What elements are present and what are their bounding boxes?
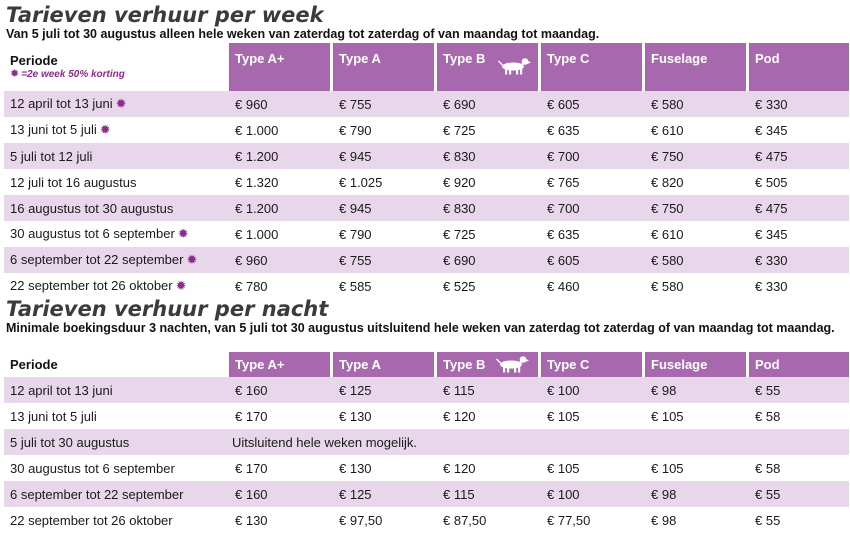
price-cell: € 790 <box>339 226 372 242</box>
price-cell: € 1.000 <box>235 122 279 138</box>
price-cell: € 700 <box>538 195 642 221</box>
price-cell: € 830 <box>434 143 538 169</box>
price-cell: € 125 <box>330 481 434 507</box>
price-cell: € 830 <box>434 195 538 221</box>
price-cell: € 98 <box>642 481 746 507</box>
night-title: Tarieven verhuur per nacht <box>6 297 329 321</box>
week-rates-table <box>4 43 849 299</box>
price-cell: € 58 <box>755 460 781 476</box>
periode-label: Periode <box>10 53 58 68</box>
period-text: 12 juli tot 16 augustus <box>10 174 137 190</box>
price-cell: € 345 <box>755 226 788 242</box>
price-cell: € 87,50 <box>443 512 487 528</box>
period-text: 30 augustus tot 6 september <box>10 460 175 476</box>
price-cell: € 750 <box>642 143 746 169</box>
night-header-pod: Pod <box>746 352 849 377</box>
price-cell: € 77,50 <box>547 512 591 528</box>
week-header-pod: Pod <box>746 43 849 91</box>
table-row <box>4 91 849 117</box>
price-cell: € 170 <box>235 460 268 476</box>
price-cell: € 945 <box>330 195 434 221</box>
night-header-type-a-plus: Type A+ <box>226 352 330 377</box>
price-cell: € 125 <box>330 377 434 403</box>
price-cell: € 100 <box>538 377 642 403</box>
week-header-type-a-plus: Type A+ <box>226 43 330 91</box>
price-cell: € 58 <box>755 408 781 424</box>
night-header-fuselage: Fuselage <box>642 352 746 377</box>
period-text: 13 juni tot 5 juli <box>10 408 97 424</box>
price-cell: € 960 <box>226 91 330 117</box>
table-row <box>4 273 849 299</box>
price-cell: € 115 <box>434 377 538 403</box>
night-rates-table <box>4 352 849 533</box>
table-row <box>4 429 849 455</box>
period-text: 6 september tot 22 september <box>10 252 184 267</box>
price-cell: € 160 <box>226 377 330 403</box>
price-cell: € 160 <box>226 481 330 507</box>
table-row <box>4 247 849 273</box>
price-cell: € 1.025 <box>339 174 383 190</box>
price-cell: € 105 <box>651 460 684 476</box>
price-cell: € 330 <box>746 91 849 117</box>
table-row <box>4 481 849 507</box>
price-cell: € 1.200 <box>226 195 330 221</box>
price-cell: € 580 <box>642 247 746 273</box>
period-cell <box>4 481 226 507</box>
night-subtitle: Minimale boekingsduur 3 nachten, van 5 juli tot 30 augustus uitsluitend hele weken van zaterdag tot zaterdag of van maandag tot maandag. <box>6 321 835 335</box>
period-text: 13 juni tot 5 juli <box>10 122 97 137</box>
price-cell: € 105 <box>547 408 580 424</box>
price-cell: € 475 <box>746 195 849 221</box>
price-cell: € 120 <box>443 408 476 424</box>
price-cell: € 790 <box>339 122 372 138</box>
table-row <box>4 143 849 169</box>
price-cell: € 700 <box>538 143 642 169</box>
starburst-icon: ✹ <box>10 68 20 80</box>
period-text: 6 september tot 22 september <box>10 486 184 502</box>
price-cell: € 690 <box>434 247 538 273</box>
starburst-icon: ✹ <box>175 278 187 293</box>
price-cell: € 130 <box>235 512 268 528</box>
merged-note-cell: Uitsluitend hele weken mogelijk. <box>226 429 849 455</box>
price-cell: € 605 <box>538 91 642 117</box>
price-cell: € 105 <box>651 408 684 424</box>
price-cell: € 345 <box>755 122 788 138</box>
price-cell: € 755 <box>330 91 434 117</box>
week-header-periode <box>4 43 226 91</box>
price-cell: € 1.320 <box>235 174 279 190</box>
table-row <box>4 403 849 429</box>
dachshund-icon <box>495 352 529 377</box>
table-row <box>4 195 849 221</box>
price-cell: € 105 <box>547 460 580 476</box>
price-cell: € 98 <box>642 377 746 403</box>
price-cell: € 170 <box>235 408 268 424</box>
period-cell <box>4 455 226 481</box>
period-cell <box>4 247 226 273</box>
price-cell: € 55 <box>755 512 781 528</box>
price-cell: € 115 <box>434 481 538 507</box>
price-cell: € 460 <box>547 278 580 294</box>
starburst-icon: ✹ <box>115 96 127 111</box>
week-header-fuselage: Fuselage <box>642 43 746 91</box>
table-row <box>4 455 849 481</box>
period-cell <box>4 117 226 143</box>
price-cell: € 100 <box>538 481 642 507</box>
price-cell: € 635 <box>547 226 580 242</box>
period-text: 12 april tot 13 juni <box>10 382 113 398</box>
price-cell: € 690 <box>434 91 538 117</box>
price-cell: € 505 <box>755 174 788 190</box>
night-header-type-c: Type C <box>538 352 642 377</box>
period-text: 22 september tot 26 oktober <box>10 278 173 293</box>
price-cell: € 750 <box>642 195 746 221</box>
price-cell: € 130 <box>339 408 372 424</box>
night-header-type-b-label: Type B <box>443 357 486 372</box>
price-cell: € 130 <box>339 460 372 476</box>
period-cell <box>4 169 226 195</box>
price-cell: € 610 <box>651 226 684 242</box>
period-cell <box>4 507 226 533</box>
discount-note <box>10 68 220 81</box>
price-cell: € 605 <box>538 247 642 273</box>
period-cell <box>4 221 226 247</box>
week-subtitle: Van 5 juli tot 30 augustus alleen hele weken van zaterdag tot zaterdag of van maandag tot maandag. <box>6 27 600 41</box>
period-cell <box>4 273 226 299</box>
price-cell: € 960 <box>226 247 330 273</box>
week-header-row <box>4 43 849 91</box>
period-text: 30 augustus tot 6 september <box>10 226 175 241</box>
price-cell: € 330 <box>746 247 849 273</box>
price-cell: € 98 <box>651 512 677 528</box>
starburst-icon: ✹ <box>177 226 189 241</box>
period-text: 12 april tot 13 juni <box>10 96 113 111</box>
price-cell: € 120 <box>443 460 476 476</box>
price-cell: € 330 <box>755 278 788 294</box>
price-cell: € 1.000 <box>235 226 279 242</box>
period-cell <box>4 91 226 117</box>
table-row <box>4 117 849 143</box>
period-cell <box>4 143 226 169</box>
night-header-type-a: Type A <box>330 352 434 377</box>
night-header-type-b <box>434 352 538 377</box>
price-cell: € 755 <box>330 247 434 273</box>
week-header-type-c: Type C <box>538 43 642 91</box>
price-cell: € 635 <box>547 122 580 138</box>
price-cell: € 780 <box>235 278 268 294</box>
week-header-type-b <box>434 43 538 91</box>
period-text: 16 augustus tot 30 augustus <box>10 200 174 216</box>
price-cell: € 820 <box>651 174 684 190</box>
week-header-type-a: Type A <box>330 43 434 91</box>
price-cell: € 525 <box>443 278 476 294</box>
price-cell: € 610 <box>651 122 684 138</box>
price-cell: € 920 <box>443 174 476 190</box>
price-cell: € 580 <box>651 278 684 294</box>
period-cell <box>4 195 226 221</box>
price-cell: € 725 <box>443 226 476 242</box>
table-row <box>4 221 849 247</box>
price-cell: € 97,50 <box>339 512 383 528</box>
dachshund-icon <box>497 55 531 80</box>
night-header-row <box>4 352 849 377</box>
period-cell <box>4 429 226 455</box>
week-title: Tarieven verhuur per week <box>6 3 324 27</box>
price-cell: € 1.200 <box>226 143 330 169</box>
week-header-type-b-label: Type B <box>443 51 486 66</box>
price-cell: € 475 <box>746 143 849 169</box>
price-cell: € 725 <box>443 122 476 138</box>
price-cell: € 55 <box>746 481 849 507</box>
starburst-icon: ✹ <box>99 122 111 137</box>
price-cell: € 765 <box>547 174 580 190</box>
discount-note-text: =2e week 50% korting <box>21 69 125 80</box>
period-text: 22 september tot 26 oktober <box>10 512 173 528</box>
night-header-periode: Periode <box>4 352 226 377</box>
table-row <box>4 169 849 195</box>
price-cell: € 585 <box>339 278 372 294</box>
table-row <box>4 507 849 533</box>
period-text: 5 juli tot 12 juli <box>10 148 93 164</box>
period-cell <box>4 403 226 429</box>
table-row <box>4 377 849 403</box>
period-cell <box>4 377 226 403</box>
price-cell: € 55 <box>746 377 849 403</box>
period-text: 5 juli tot 30 augustus <box>10 434 130 450</box>
starburst-icon: ✹ <box>186 252 198 267</box>
price-cell: € 580 <box>642 91 746 117</box>
price-cell: € 945 <box>330 143 434 169</box>
